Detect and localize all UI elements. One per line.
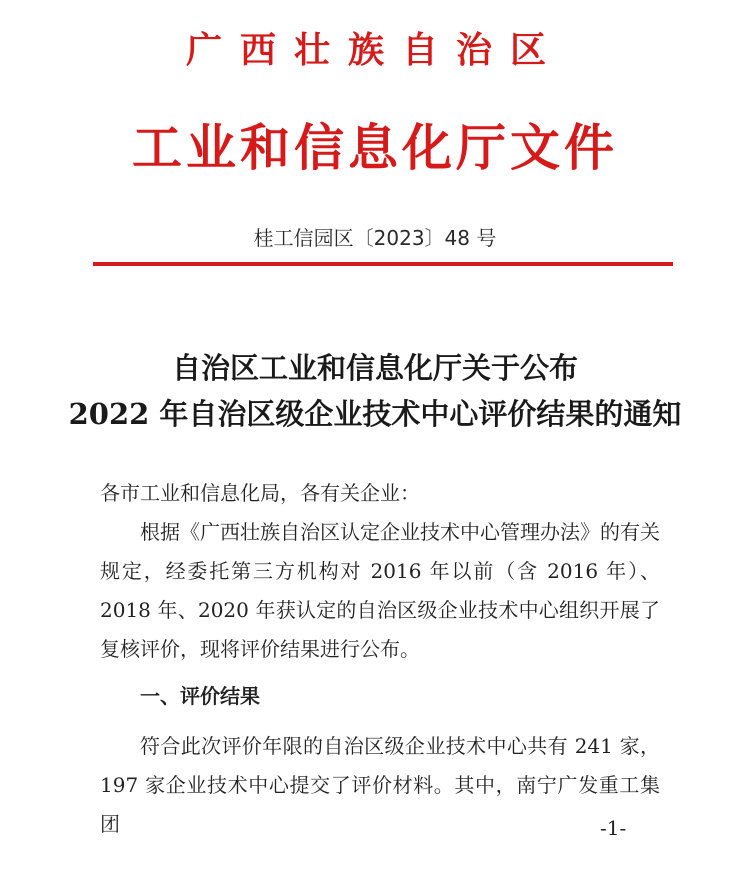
issuer-name: 广西壮族自治区: [185, 29, 564, 71]
paragraph-1: 根据《广西壮族自治区认定企业技术中心管理办法》的有关规定，经委托第三方机构对 2016 年以前（含 2016 年）、2018 年、2020 年获认定的自治区级企业技术中心组织开展了复核评价，现将评价结果进行公布。: [100, 520, 660, 661]
page-number: -1-: [600, 816, 627, 840]
issuer-document-title: 工业和信息化厅文件: [132, 118, 618, 177]
section-heading-evaluation-results: 一、评价结果: [140, 684, 260, 708]
paragraph-2: 符合此次评价年限的自治区级企业技术中心共有 241 家，197 家企业技术中心提交了评价材料。其中，南宁广发重工集团: [100, 734, 660, 836]
notice-title-line2: 2022 年自治区级企业技术中心评价结果的通知: [68, 397, 682, 431]
document-number: 桂工信园区〔2023〕48 号: [253, 226, 497, 250]
red-divider-line: [93, 262, 673, 266]
salutation: 各市工业和信息化局，各有关企业：: [100, 481, 420, 505]
notice-title-line1: 自治区工业和信息化厅关于公布: [171, 351, 578, 385]
